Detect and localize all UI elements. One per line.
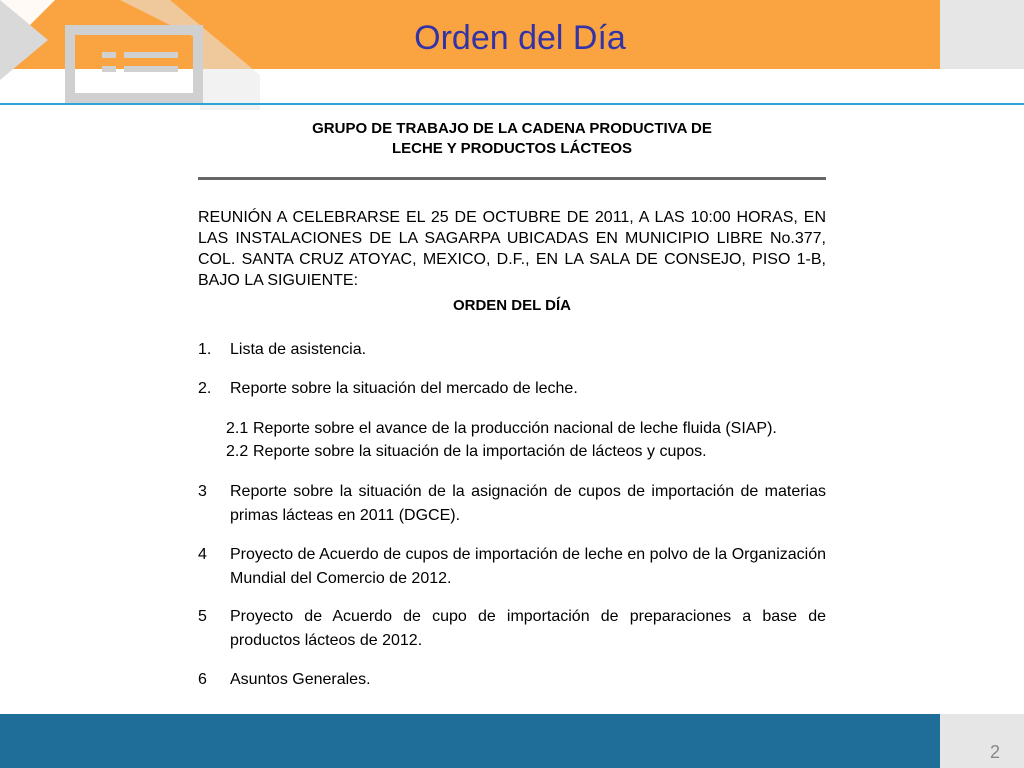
agenda-subitem-text: Reporte sobre el avance de la producción nacional de leche fluida (SIAP).: [253, 420, 777, 437]
agenda-item: [198, 543, 826, 591]
subtitle-rule: [198, 177, 826, 180]
agenda-item: [198, 480, 826, 528]
agenda-item-text: Proyecto de Acuerdo de cupo de importación de preparaciones a base de productos lácteos de 2012.: [230, 608, 826, 649]
section-heading: ORDEN DEL DÍA: [452, 297, 572, 314]
page-title: Orden del Día: [414, 19, 626, 57]
agenda-item-text: Reporte sobre la situación de la asignación de cupos de importación de materias primas lácteas en 2011 (DGCE).: [230, 483, 826, 524]
agenda-item-number: 2.: [198, 380, 212, 397]
subtitle-line-1: GRUPO DE TRABAJO DE LA CADENA PRODUCTIVA DE: [312, 120, 712, 137]
agenda-subitem-number: 2.2: [226, 443, 249, 460]
agenda-subitem: [226, 418, 826, 440]
agenda-item-number: 5: [198, 608, 207, 625]
document-subtitle: [198, 119, 826, 159]
agenda-item-text: Asuntos Generales.: [230, 671, 371, 688]
agenda-item: [198, 605, 826, 653]
subtitle-line-2: LECHE Y PRODUCTOS LÁCTEOS: [391, 140, 633, 157]
agenda-subitem-text: Reporte sobre la situación de la importación de lácteos y cupos.: [253, 443, 707, 460]
intro-paragraph: REUNIÓN A CELEBRARSE EL 25 DE OCTUBRE DE 2011, A LAS 10:00 HORAS, EN LAS INSTALACIONES DE LA SAGARPA UBICADAS EN MUNICIPIO LIBRE No.377, COL. SANTA CRUZ ATOYAC, MEXICO, D.F., EN LA SALA DE CONSEJO, PISO 1-B, BAJO LA SIGUIENTE:: [198, 209, 826, 289]
agenda-subitem-number: 2.1: [226, 420, 249, 437]
footer-band: [0, 714, 940, 768]
agenda-item: [198, 668, 826, 692]
agenda-item-text: Proyecto de Acuerdo de cupos de importación de leche en polvo de la Organización Mundial del Comercio de 2012.: [230, 546, 826, 587]
header-corner: [940, 0, 1024, 69]
agenda-item-text: Reporte sobre la situación del mercado de leche.: [230, 380, 578, 397]
agenda-item-number: 1.: [198, 341, 212, 358]
agenda-subitem: [226, 441, 826, 463]
agenda-item: [198, 338, 826, 362]
page-number: 2: [990, 742, 1001, 762]
document-logo-icon: [0, 0, 260, 110]
agenda-item-number: 4: [198, 546, 207, 563]
header-divider: [0, 103, 1024, 105]
agenda-item-number: 6: [198, 671, 207, 688]
footer-corner: [940, 714, 1024, 768]
agenda-item-number: 3: [198, 483, 207, 500]
agenda-item-text: Lista de asistencia.: [230, 341, 367, 358]
agenda-item: [198, 377, 826, 401]
